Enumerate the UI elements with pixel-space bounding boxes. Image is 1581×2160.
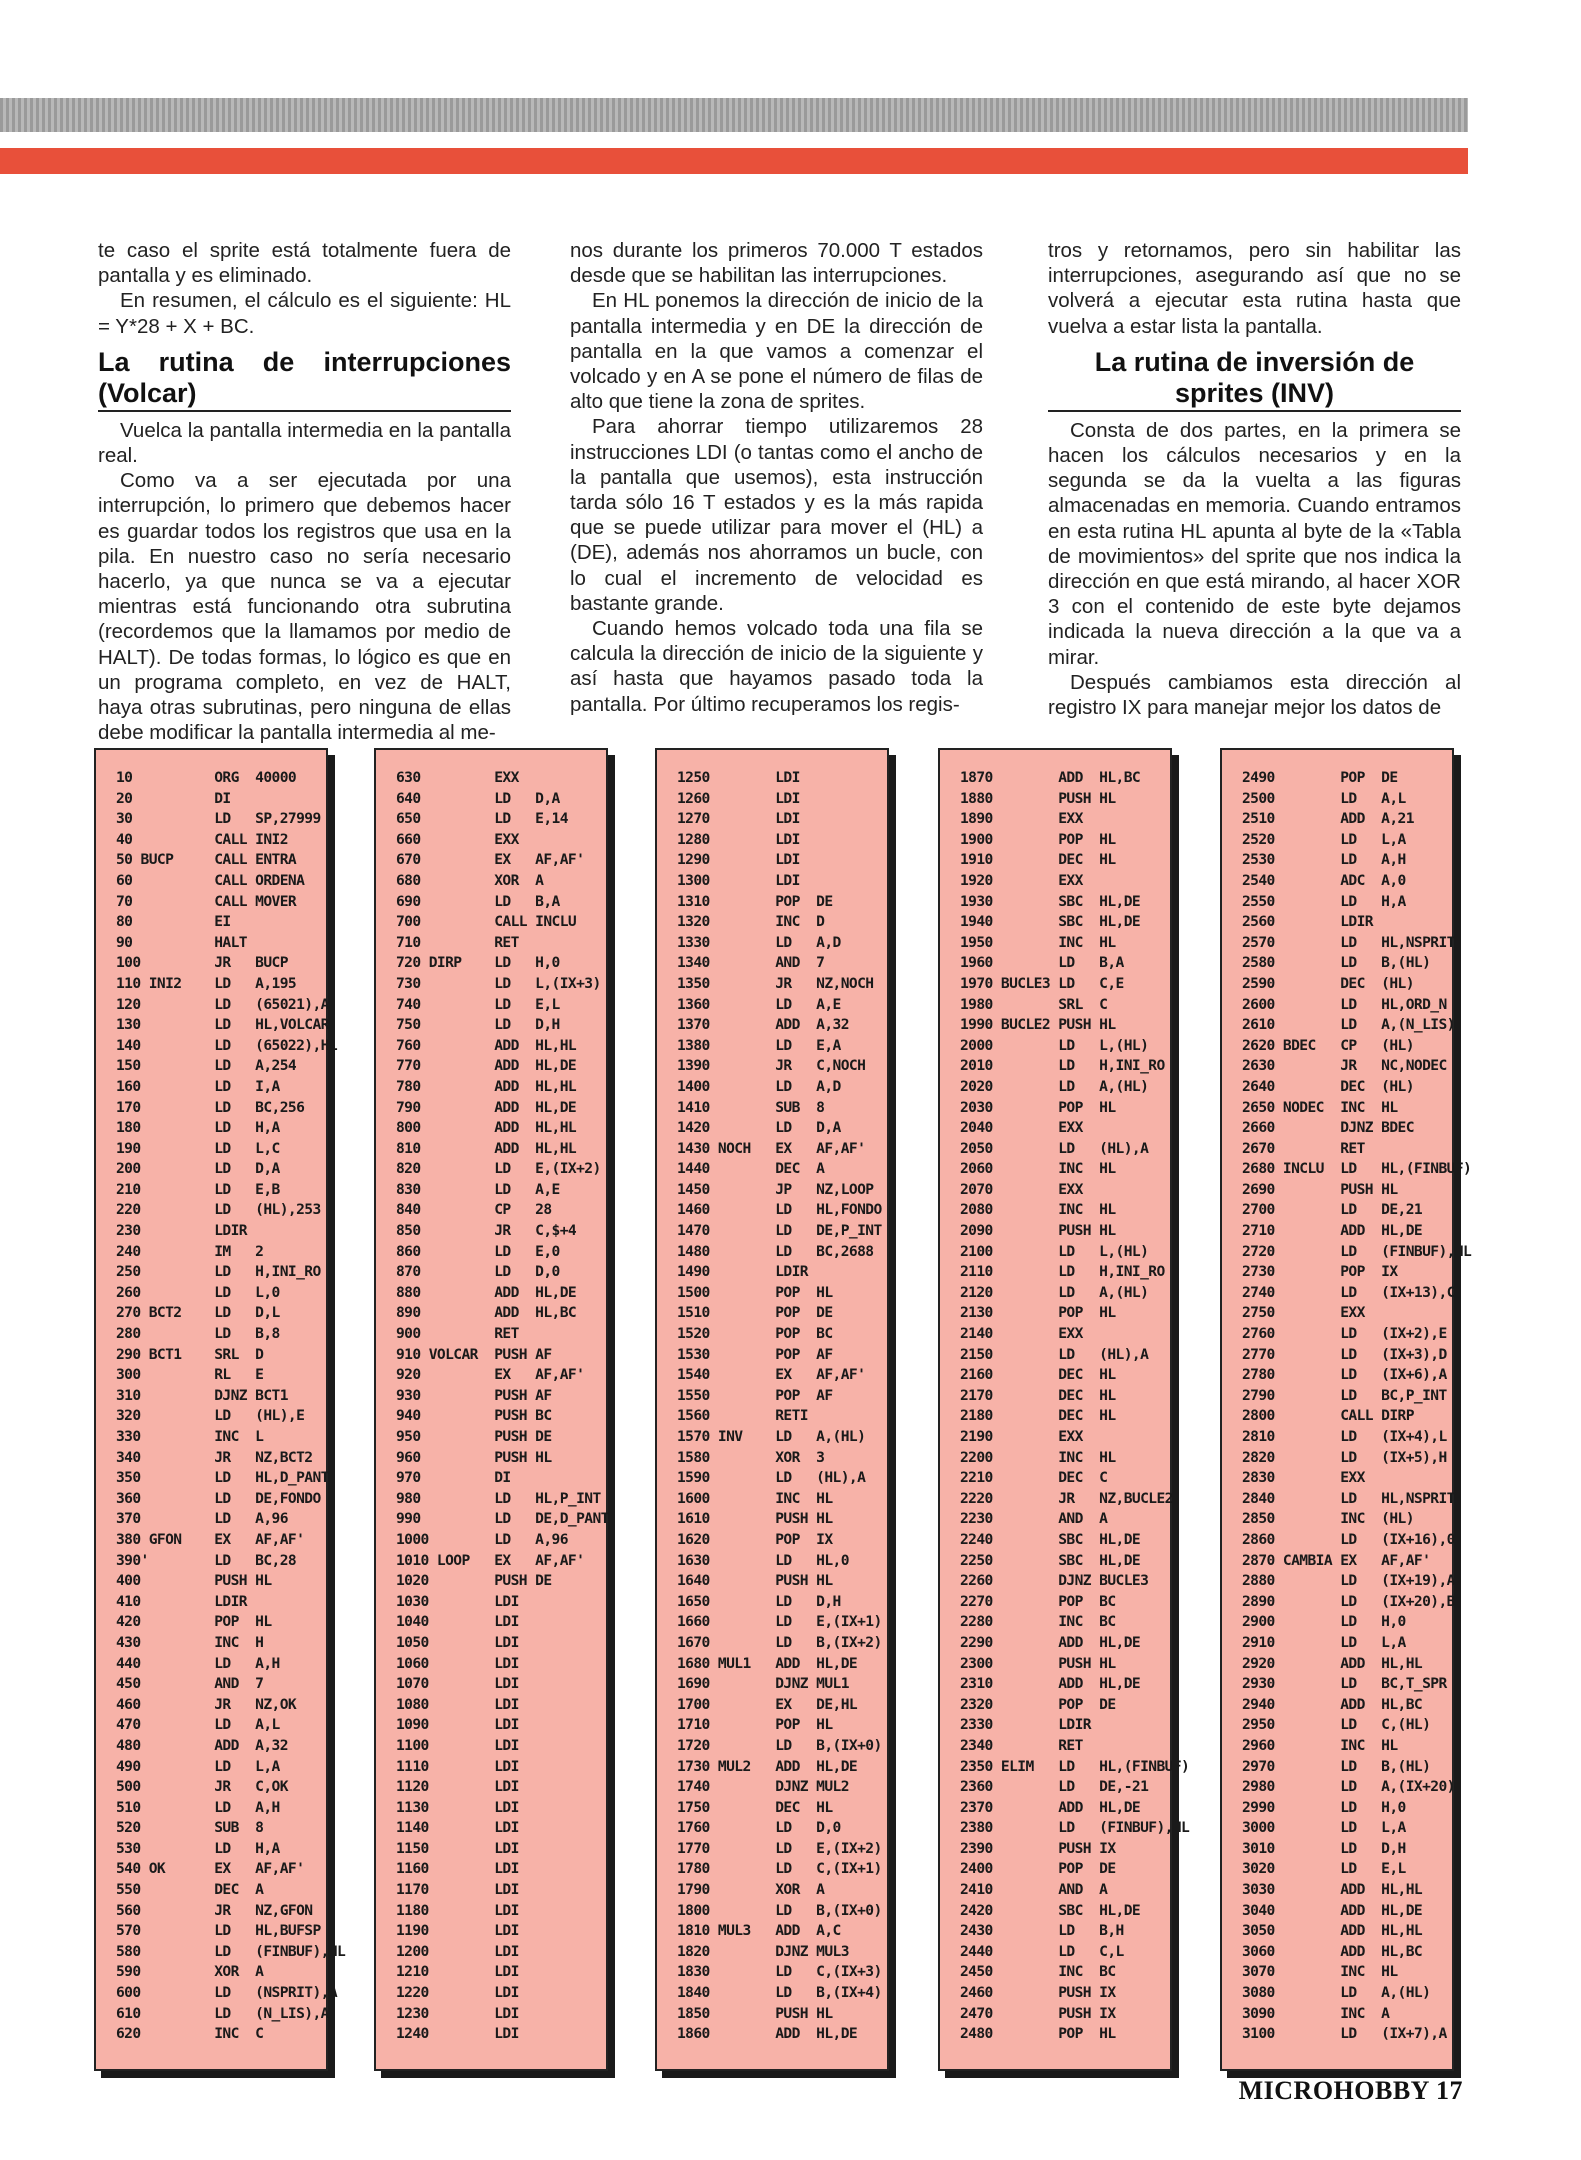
- paragraph: Después cambiamos esta dirección al registro IX para manejar mejor los datos de: [1048, 670, 1461, 720]
- paragraph: nos durante los primeros 70.000 T estados desde que se habilitan las interrupciones.: [570, 239, 983, 288]
- code-listing-panel: [374, 748, 608, 2071]
- paragraph: En resumen, el cálculo es el siguiente: HL = Y*28 + X + BC.: [98, 289, 511, 338]
- paragraph: tros y retornamos, pero sin habilitar las interrupciones, asegurando así que no se volverá a ejecutar esta rutina hasta que vuelva a estar lista la pantalla.: [1048, 239, 1461, 338]
- assembly-listing: 1250 LDI 1260 LDI 1270 LDI 1280 LDI 1290 LDI 1300 LDI 1310 POP DE 1320 INC D 1330 LD A,D 1340 AND 7 1350 JR NZ,NOCH 1360 LD A,E 1370 ADD A,32 1380 LD E,A 1390 JR C,NOCH 1400 LD A,D 1410 SUB 8 1420 LD D,A 1430 NOCH EX AF,AF' 1440 DEC A 1450 JP NZ,LOOP 1460 LD HL,FONDO 1470 LD DE,P_INT 1480 LD BC,2688 1490 LDIR 1500 POP HL 1510 POP DE 1520 POP BC 1530 POP AF 1540 EX AF,AF' 1550 POP AF 1560 RETI 1570 INV LD A,(HL) 1580 XOR 3 1590 LD (HL),A 1600 INC HL 1610 PUSH HL 1620 POP IX 1630 LD HL,0 1640 PUSH HL 1650 LD D,H 1660 LD E,(IX+1) 1670 LD B,(IX+2) 1680 MUL1 ADD HL,DE 1690 DJNZ MUL1 1700 EX DE,HL 1710 POP HL 1720 LD B,(IX+0) 1730 MUL2 ADD HL,DE 1740 DJNZ MUL2 1750 DEC HL 1760 LD D,0 1770 LD E,(IX+2) 1780 LD C,(IX+1) 1790 XOR A 1800 LD B,(IX+0) 1810 MUL3 ADD A,C 1820 DJNZ MUL3 1830 LD C,(IX+3) 1840 LD B,(IX+4) 1850 PUSH HL 1860 ADD HL,DE: [677, 769, 882, 2043]
- header-red-band: [0, 148, 1468, 174]
- code-listing-panel: [1220, 748, 1472, 2071]
- header-gray-band: [0, 98, 1468, 132]
- section-heading: La rutina de inversión de sprites (INV): [1048, 347, 1461, 412]
- text-column-1: [98, 238, 511, 745]
- assembly-listing: 10 ORG 40000 20 DI 30 LD SP,27999 40 CALL INI2 50 BUCP CALL ENTRA 60 CALL ORDENA 70 CALL MOVER 80 EI 90 HALT 100 JR BUCP 110 INI2 LD A,195 120 LD (65021),A 130 LD HL,VOLCAR 140 LD (65022),HL 150 LD A,254 160 LD I,A 170 LD BC,256 180 LD H,A 190 LD L,C 200 LD D,A 210 LD E,B 220 LD (HL),253 230 LDIR 240 IM 2 250 LD H,INI_RO 260 LD L,0 270 BCT2 LD D,L 280 LD B,8 290 BCT1 SRL D 300 RL E 310 DJNZ BCT1 320 LD (HL),E 330 INC L 340 JR NZ,BCT2 350 LD HL,D_PANT 360 LD DE,FONDO 370 LD A,96 380 GFON EX AF,AF' 390' LD BC,28 400 PUSH HL 410 LDIR 420 POP HL 430 INC H 440 LD A,H 450 AND 7 460 JR NZ,OK 470 LD A,L 480 ADD A,32 490 LD L,A 500 JR C,OK 510 LD A,H 520 SUB 8 530 LD H,A 540 OK EX AF,AF' 550 DEC A 560 JR NZ,GFON 570 LD HL,BUFSP 580 LD (FINBUF),HL 590 XOR A 600 LD (NSPRIT),A 610 LD (N_LIS),A 620 INC C: [116, 769, 346, 2043]
- paragraph: En HL ponemos la dirección de inicio de la pantalla intermedia y en DE la dirección de pantalla en la que vamos a comenzar el volcado y en A se pone el número de filas de alto que tiene la zona de sprites.: [570, 289, 983, 414]
- assembly-listing: 2490 POP DE 2500 LD A,L 2510 ADD A,21 2520 LD L,A 2530 LD A,H 2540 ADC A,0 2550 LD H,A 2560 LDIR 2570 LD HL,NSPRIT 2580 LD B,(HL) 2590 DEC (HL) 2600 LD HL,ORD_N 2610 LD A,(N_LIS) 2620 BDEC CP (HL) 2630 JR NC,NODEC 2640 DEC (HL) 2650 NODEC INC HL 2660 DJNZ BDEC 2670 RET 2680 INCLU LD HL,(FINBUF) 2690 PUSH HL 2700 LD DE,21 2710 ADD HL,DE 2720 LD (FINBUF),HL 2730 POP IX 2740 LD (IX+13),C 2750 EXX 2760 LD (IX+2),E 2770 LD (IX+3),D 2780 LD (IX+6),A 2790 LD BC,P_INT 2800 CALL DIRP 2810 LD (IX+4),L 2820 LD (IX+5),H 2830 EXX 2840 LD HL,NSPRIT 2850 INC (HL) 2860 LD (IX+16),0 2870 CAMBIA EX AF,AF' 2880 LD (IX+19),A 2890 LD (IX+20),B 2900 LD H,0 2910 LD L,A 2920 ADD HL,HL 2930 LD BC,T_SPR 2940 ADD HL,BC 2950 LD C,(HL) 2960 INC HL 2970 LD B,(HL) 2980 LD A,(IX+20) 2990 LD H,0 3000 LD L,A 3010 LD D,H 3020 LD E,L 3030 ADD HL,HL 3040 ADD HL,DE 3050 ADD HL,HL 3060 ADD HL,BC 3070 INC HL 3080 LD A,(HL) 3090 INC A 3100 LD (IX+7),A: [1242, 769, 1472, 2043]
- text-column-2: [570, 238, 983, 717]
- paragraph: Consta de dos partes, en la primera se hacen los cálculos necesarios y en la segunda se da la vuelta a las figuras almacenadas en memoria. Cuando entramos en esta rutina HL apunta al byte de la «Tabla de movimientos» del sprite que nos indica la dirección en que está mirando, al hacer XOR 3 con el contenido de este byte dejamos indicada la nueva dirección a la que va a mirar.: [1048, 418, 1461, 669]
- paragraph: Para ahorrar tiempo utilizaremos 28 instrucciones LDI (o tantas como el ancho de la pantalla que usemos), esta instrucción tarda sólo 16 T estados y es la más rapida que se puede utilizar para mover el (HL) a (DE), además nos ahorramos un bucle, con lo cual el incremento de velocidad es bastante grande.: [570, 415, 983, 615]
- page-footer: MICROHOBBY 17: [1238, 2076, 1463, 2105]
- code-listing-panel: [938, 748, 1190, 2071]
- paragraph: Vuelca la pantalla intermedia en la pantalla real.: [98, 418, 511, 468]
- code-listing-panel: [94, 748, 346, 2071]
- assembly-listing: 630 EXX 640 LD D,A 650 LD E,14 660 EXX 670 EX AF,AF' 680 XOR A 690 LD B,A 700 CALL INCLU 710 RET 720 DIRP LD H,0 730 LD L,(IX+3) 740 LD E,L 750 LD D,H 760 ADD HL,HL 770 ADD HL,DE 780 ADD HL,HL 790 ADD HL,DE 800 ADD HL,HL 810 ADD HL,HL 820 LD E,(IX+2) 830 LD A,E 840 CP 28 850 JR C,$+4 860 LD E,0 870 LD D,0 880 ADD HL,DE 890 ADD HL,BC 900 RET 910 VOLCAR PUSH AF 920 EX AF,AF' 930 PUSH AF 940 PUSH BC 950 PUSH DE 960 PUSH HL 970 DI 980 LD HL,P_INT 990 LD DE,D_PANT 1000 LD A,96 1010 LOOP EX AF,AF' 1020 PUSH DE 1030 LDI 1040 LDI 1050 LDI 1060 LDI 1070 LDI 1080 LDI 1090 LDI 1100 LDI 1110 LDI 1120 LDI 1130 LDI 1140 LDI 1150 LDI 1160 LDI 1170 LDI 1180 LDI 1190 LDI 1200 LDI 1210 LDI 1220 LDI 1230 LDI 1240 LDI: [396, 769, 609, 2043]
- paragraph: Cuando hemos volcado toda una fila se calcula la dirección de inicio de la siguiente y así hasta que hayamos pasado toda la pantalla. Por último recuperamos los regis-: [570, 617, 983, 716]
- text-column-3: [1048, 238, 1461, 720]
- section-heading: La rutina de interrupciones (Volcar): [98, 347, 511, 412]
- paragraph: Como va a ser ejecutada por una interrupción, lo primero que debemos hacer es guardar todos los registros que usa en la pila. En nuestro caso no sería necesario hacerlo, ya que nunca se va a ejecutar mientras está funcionando otra subrutina (recordemos que la llamamos por medio de HALT). De todas formas, lo lógico es que en un programa completo, en vez de HALT, haya otras subrutinas, pero ninguna de ellas debe modificar la pantalla intermedia al me-: [98, 469, 511, 745]
- paragraph: te caso el sprite está totalmente fuera de pantalla y es eliminado.: [98, 239, 511, 288]
- assembly-listing: 1870 ADD HL,BC 1880 PUSH HL 1890 EXX 1900 POP HL 1910 DEC HL 1920 EXX 1930 SBC HL,DE 1940 SBC HL,DE 1950 INC HL 1960 LD B,A 1970 BUCLE3 LD C,E 1980 SRL C 1990 BUCLE2 PUSH HL 2000 LD L,(HL) 2010 LD H,INI_RO 2020 LD A,(HL) 2030 POP HL 2040 EXX 2050 LD (HL),A 2060 INC HL 2070 EXX 2080 INC HL 2090 PUSH HL 2100 LD L,(HL) 2110 LD H,INI_RO 2120 LD A,(HL) 2130 POP HL 2140 EXX 2150 LD (HL),A 2160 DEC HL 2170 DEC HL 2180 DEC HL 2190 EXX 2200 INC HL 2210 DEC C 2220 JR NZ,BUCLE2 2230 AND A 2240 SBC HL,DE 2250 SBC HL,DE 2260 DJNZ BUCLE3 2270 POP BC 2280 INC BC 2290 ADD HL,DE 2300 PUSH HL 2310 ADD HL,DE 2320 POP DE 2330 LDIR 2340 RET 2350 ELIM LD HL,(FINBUF) 2360 LD DE,-21 2370 ADD HL,DE 2380 LD (FINBUF),HL 2390 PUSH IX 2400 POP DE 2410 AND A 2420 SBC HL,DE 2430 LD B,H 2440 LD C,L 2450 INC BC 2460 PUSH IX 2470 PUSH IX 2480 POP HL: [960, 769, 1190, 2043]
- code-listing-panel: [655, 748, 889, 2071]
